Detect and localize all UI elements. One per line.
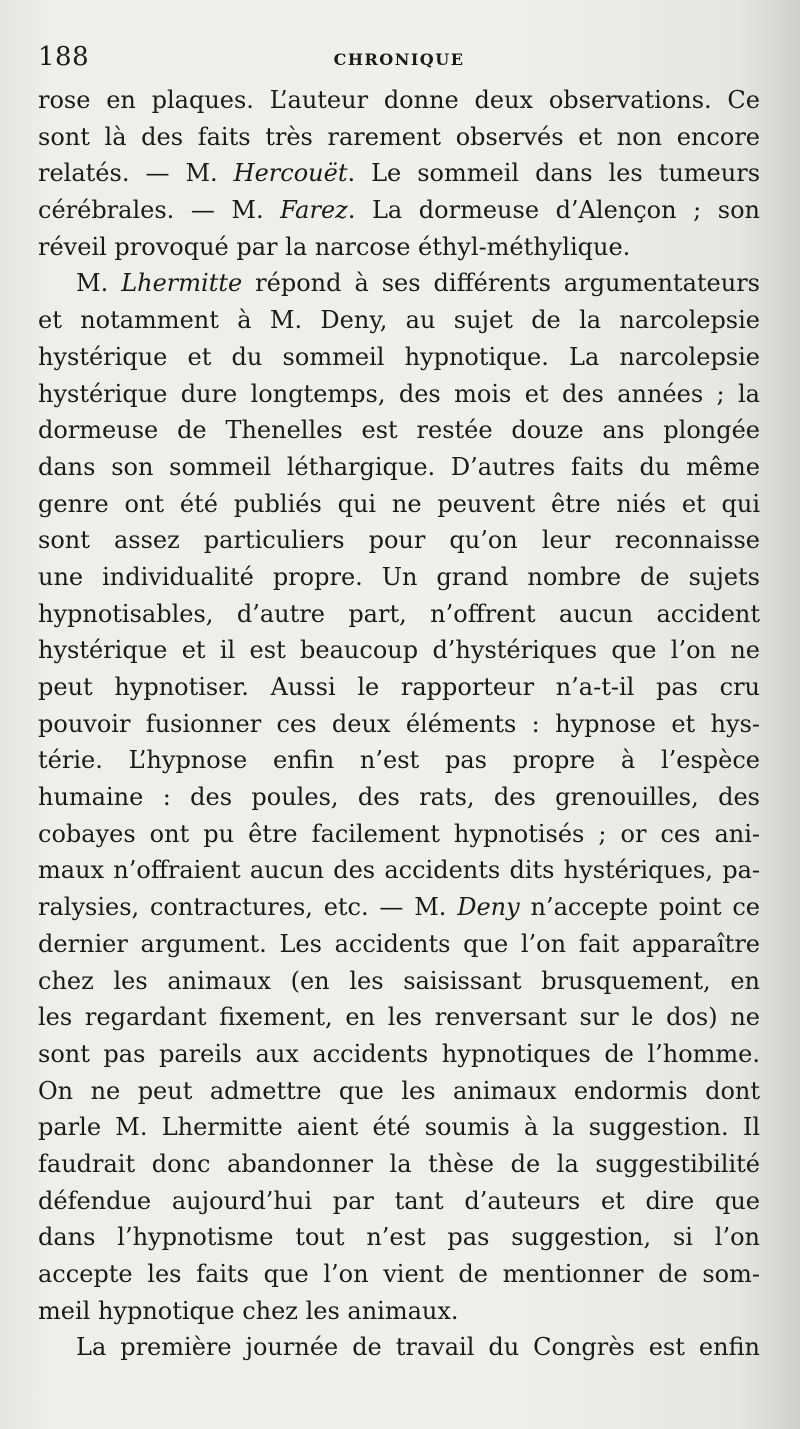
text-segment: relatés. — M. <box>38 159 234 188</box>
text-segment: cérébrales. — M. <box>38 196 281 225</box>
text-line: peut hypnotiser. Aussi le rapporteur n’a-t-il pas cru <box>38 673 760 701</box>
text-line: pouvoir fusionner ces deux éléments : hypnose et hys- <box>38 709 760 738</box>
text-line: sont assez particuliers pour qu’on leur reconnaisse <box>38 526 760 555</box>
text-segment: répond à ses différents argumentateurs <box>242 269 760 298</box>
text-line: hypnotisables, d’autre part, n’offrent aucun accident <box>38 599 760 628</box>
text-line: humaine : des poules, des rats, des grenouilles, des <box>38 783 760 812</box>
text-line: parle M. Lhermitte aient été soumis à la suggestion. Il <box>38 1113 760 1142</box>
text-segment: . La dormeuse d’Alençon ; son <box>347 196 760 225</box>
page-header <box>38 38 760 78</box>
text-segment: . Le sommeil dans les tumeurs <box>347 159 760 188</box>
text-line: genre ont été publiés qui ne peuvent être niés et qui <box>38 489 760 518</box>
text-line: réveil provoqué par la narcose éthyl-méthylique. <box>38 232 631 261</box>
text-line: hystérique et du sommeil hypnotique. La narcolepsie <box>38 342 760 371</box>
text-line: sont là des faits très rarement observés et non encore <box>38 122 760 151</box>
text-segment: n’accepte point ce <box>519 893 760 922</box>
text-line: et notamment à M. Deny, au sujet de la narcolepsie <box>38 306 760 335</box>
text-line: cobayes ont pu être facilement hypnotisés ; or ces ani- <box>38 819 760 848</box>
text-line: La première journée de travail du Congrès est enfin <box>76 1333 760 1362</box>
text-line: rose en plaques. L’auteur donne deux observations. Ce <box>38 86 760 114</box>
italic-name: Deny <box>457 893 520 922</box>
text-line: défendue aujourd’hui par tant d’auteurs et dire que <box>38 1186 760 1215</box>
text-line: dans son sommeil léthargique. D’autres faits du même <box>38 452 760 481</box>
body-text <box>38 82 760 1366</box>
text-segment: M. <box>76 269 122 298</box>
text-line: hystérique et il est beaucoup d’hystériques que l’on ne <box>38 636 760 665</box>
text-segment: ralysies, contractures, etc. — M. <box>38 893 458 922</box>
text-line: sont pas pareils aux accidents hypnotiques de l’homme. <box>38 1039 760 1068</box>
text-line: les regardant fixement, en les renversant sur le dos) ne <box>38 1003 760 1032</box>
text-line <box>38 265 760 302</box>
text-line: hystérique dure longtemps, des mois et des années ; la <box>38 379 760 408</box>
text-line: faudrait donc abandonner la thèse de la suggestibilité <box>38 1149 760 1178</box>
text-line <box>38 192 760 229</box>
text-line <box>38 889 760 926</box>
text-line: meil hypnotique chez les animaux. <box>38 1296 459 1325</box>
italic-name: Hercouët <box>233 159 348 188</box>
page-number: 188 <box>38 42 90 72</box>
italic-name: Farez <box>280 196 348 225</box>
text-line: térie. L’hypnose enfin n’est pas propre à l’espèce <box>38 746 760 775</box>
italic-name: Lhermitte <box>121 269 243 298</box>
text-line: une individualité propre. Un grand nombre de sujets <box>38 562 760 591</box>
running-title: CHRONIQUE <box>333 50 465 69</box>
text-line: On ne peut admettre que les animaux endormis dont <box>38 1076 760 1105</box>
text-line: maux n’offraient aucun des accidents dits hystériques, pa- <box>38 856 760 885</box>
text-line <box>38 155 760 192</box>
text-line: dormeuse de Thenelles est restée douze ans plongée <box>38 416 760 445</box>
text-line: chez les animaux (en les saisissant brusquement, en <box>38 966 760 995</box>
text-line: dernier argument. Les accidents que l’on fait apparaître <box>38 929 760 958</box>
text-line: dans l’hypnotisme tout n’est pas suggestion, si l’on <box>38 1223 760 1252</box>
text-line: accepte les faits que l’on vient de mentionner de som- <box>38 1260 760 1288</box>
